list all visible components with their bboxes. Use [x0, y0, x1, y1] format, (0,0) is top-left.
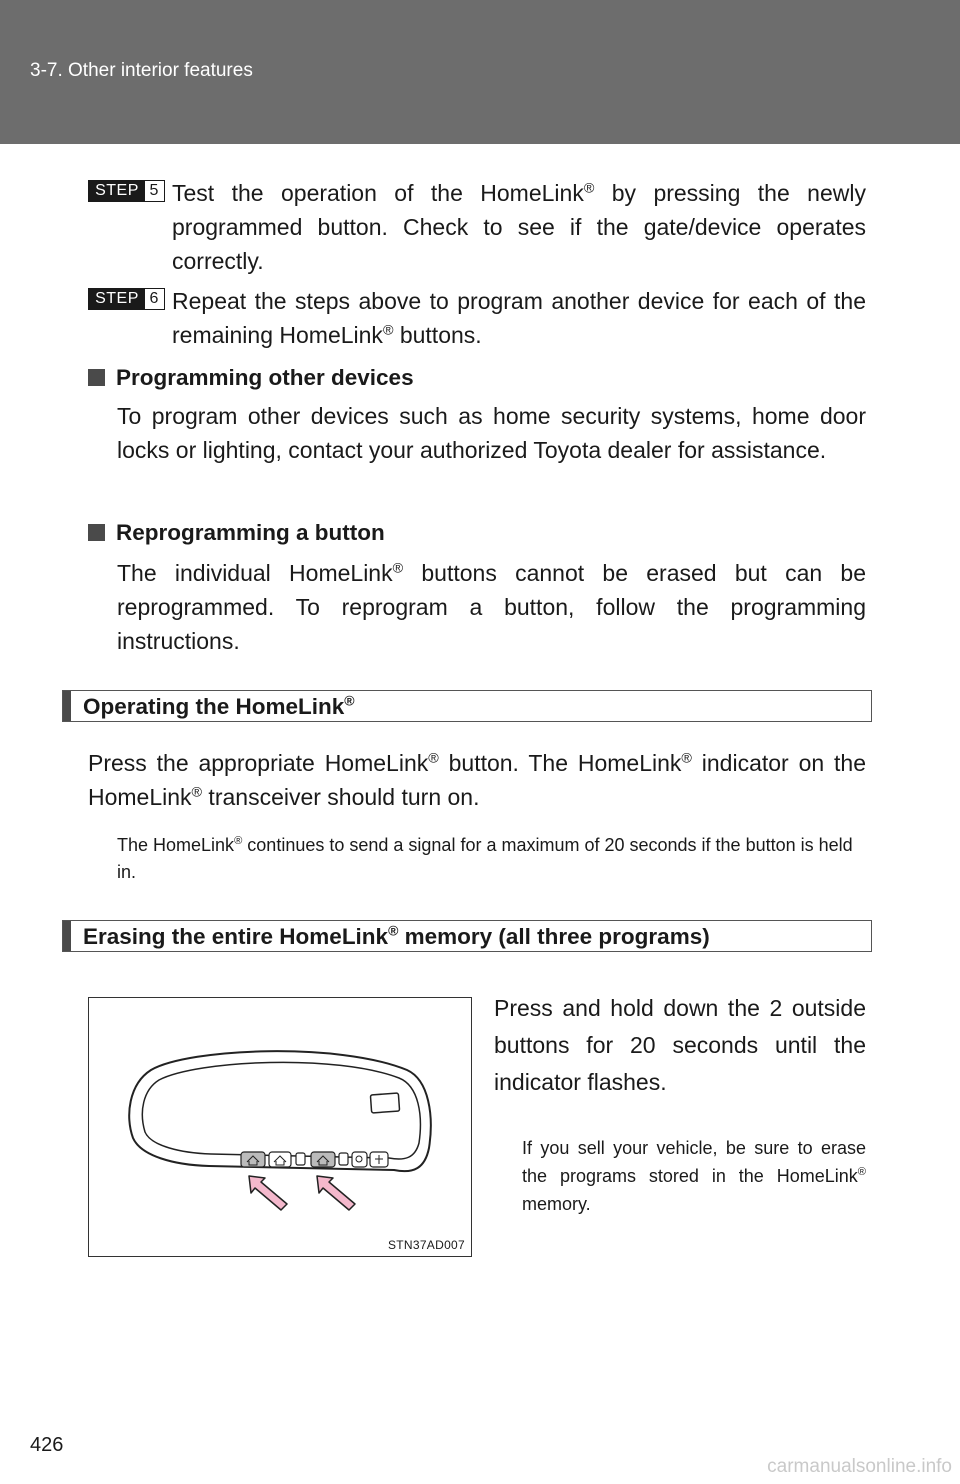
erasing-section-title: Erasing the entire HomeLink® memory (all three programs) — [83, 922, 710, 949]
programming-other-heading: Programming other devices — [88, 365, 414, 391]
page-header — [0, 0, 960, 144]
rearview-mirror-icon — [89, 998, 471, 1256]
operating-note: The HomeLink® continues to send a signal for a maximum of 20 seconds if the button is held in. — [117, 835, 853, 882]
bar-accent — [63, 921, 71, 951]
erasing-instruction: Press and hold down the 2 outside buttons for 20 seconds until the indicator flashes. — [494, 995, 866, 1095]
step-number: 6 — [149, 290, 159, 307]
page-number: 426 — [30, 1434, 64, 1456]
bar-accent — [63, 691, 71, 721]
reprogramming-body: The individual HomeLink® buttons cannot be erased but can be reprogrammed. To reprogram a button, follow the programming instructions. — [117, 560, 867, 654]
mirror-illustration — [88, 997, 472, 1257]
section-title: 3-7. Other interior features — [30, 60, 253, 81]
step-text: Test the operation of the HomeLink® by pressing the newly programmed button. Check to see if the gate/device operates correctly. — [172, 180, 866, 274]
figure-code: STN37AD007 — [387, 1238, 465, 1252]
step-5 — [88, 176, 866, 278]
operating-section-bar — [62, 690, 872, 722]
reprogramming-heading: Reprogramming a button — [88, 520, 385, 546]
operating-section-title: Operating the HomeLink® — [83, 692, 355, 719]
erasing-section-bar — [62, 920, 872, 952]
step-label: STEP — [89, 181, 145, 201]
step-badge — [88, 180, 165, 202]
step-text: Repeat the steps above to program another device for each of the remaining HomeLink® buttons. — [172, 288, 866, 348]
square-bullet-icon — [88, 369, 105, 386]
step-badge — [88, 288, 165, 310]
watermark: carmanualsonline.info — [767, 1456, 952, 1477]
erasing-note: If you sell your vehicle, be sure to erase the programs stored in the HomeLink® memory. — [522, 1138, 866, 1214]
step-number: 5 — [149, 182, 159, 199]
step-label: STEP — [89, 289, 145, 309]
programming-other-body: To program other devices such as home security systems, home door locks or lighting, contact your authorized Toyota dealer for assistance. — [117, 403, 866, 463]
step-6 — [88, 284, 866, 352]
operating-body: Press the appropriate HomeLink® button. The HomeLink® indicator on the HomeLink® transceiver should turn on. — [88, 750, 866, 810]
square-bullet-icon — [88, 524, 105, 541]
